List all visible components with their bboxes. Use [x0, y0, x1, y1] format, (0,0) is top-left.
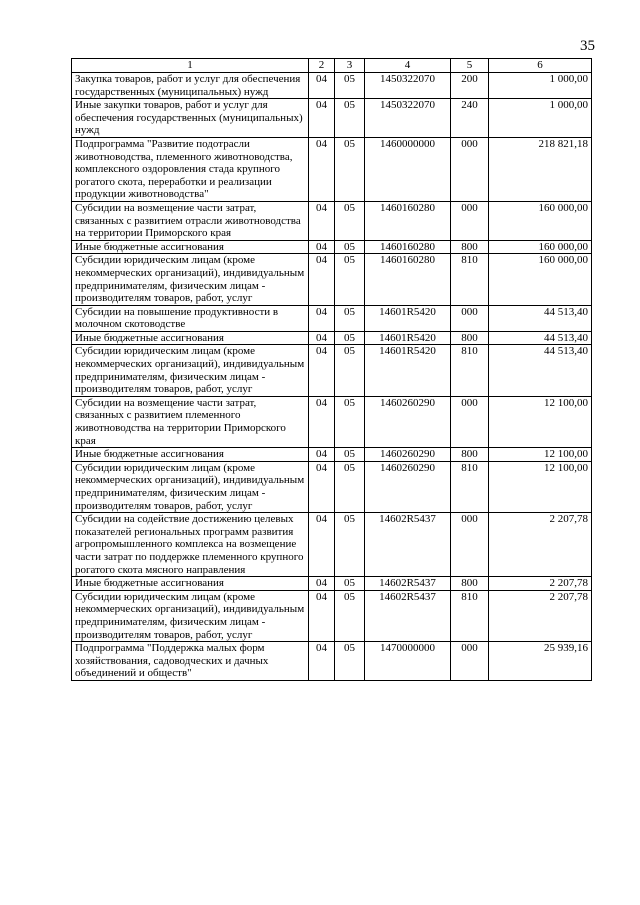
table-row [72, 99, 592, 138]
row-name-cell: Субсидии на возмещение части затрат, связанных с развитием отрасли животноводства на территории Приморского края [72, 201, 309, 240]
header-col-3: 3 [335, 59, 365, 73]
row-name-cell: Иные бюджетные ассигнования [72, 448, 309, 462]
row-target-article-cell: 1470000000 [365, 642, 451, 681]
row-amount-cell: 12 100,00 [489, 448, 592, 462]
table-row [72, 201, 592, 240]
row-section-cell: 04 [309, 240, 335, 254]
row-subsection-cell: 05 [335, 642, 365, 681]
row-subsection-cell: 05 [335, 201, 365, 240]
row-expense-type-cell: 240 [451, 99, 489, 138]
row-section-cell: 04 [309, 396, 335, 447]
row-expense-type-cell: 810 [451, 254, 489, 305]
row-name-cell: Субсидии юридическим лицам (кроме некоммерческих организаций), индивидуальным предпринимателям, физическим лицам - производителям товаров, работ, услуг [72, 345, 309, 396]
row-section-cell: 04 [309, 137, 335, 201]
row-name-cell: Иные закупки товаров, работ и услуг для обеспечения государственных (муниципальных) нужд [72, 99, 309, 138]
row-target-article-cell: 1460260290 [365, 448, 451, 462]
table-row [72, 137, 592, 201]
row-name-cell: Субсидии на возмещение части затрат, связанных с развитием племенного животноводства на территории Приморского края [72, 396, 309, 447]
row-target-article-cell: 1450322070 [365, 73, 451, 99]
row-target-article-cell: 1450322070 [365, 99, 451, 138]
row-expense-type-cell: 000 [451, 513, 489, 577]
row-subsection-cell: 05 [335, 513, 365, 577]
table-row [72, 448, 592, 462]
row-subsection-cell: 05 [335, 331, 365, 345]
row-section-cell: 04 [309, 577, 335, 591]
row-section-cell: 04 [309, 461, 335, 512]
row-expense-type-cell: 810 [451, 345, 489, 396]
row-name-cell: Подпрограмма "Поддержка малых форм хозяйствования, садоводческих и дачных объединений и обществ" [72, 642, 309, 681]
row-amount-cell: 2 207,78 [489, 577, 592, 591]
row-amount-cell: 160 000,00 [489, 240, 592, 254]
row-section-cell: 04 [309, 201, 335, 240]
table-row [72, 461, 592, 512]
table-row [72, 396, 592, 447]
row-amount-cell: 25 939,16 [489, 642, 592, 681]
table-row [72, 254, 592, 305]
row-amount-cell: 2 207,78 [489, 513, 592, 577]
table-row [72, 240, 592, 254]
row-target-article-cell: 14602R5437 [365, 577, 451, 591]
table-row [72, 73, 592, 99]
row-target-article-cell: 14601R5420 [365, 345, 451, 396]
row-name-cell: Закупка товаров, работ и услуг для обеспечения государственных (муниципальных) нужд [72, 73, 309, 99]
row-amount-cell: 44 513,40 [489, 331, 592, 345]
row-target-article-cell: 14601R5420 [365, 331, 451, 345]
row-expense-type-cell: 800 [451, 331, 489, 345]
row-expense-type-cell: 810 [451, 461, 489, 512]
row-amount-cell: 12 100,00 [489, 396, 592, 447]
row-amount-cell: 218 821,18 [489, 137, 592, 201]
row-subsection-cell: 05 [335, 254, 365, 305]
table-header-row [72, 59, 592, 73]
row-target-article-cell: 1460000000 [365, 137, 451, 201]
header-col-2: 2 [309, 59, 335, 73]
row-expense-type-cell: 800 [451, 577, 489, 591]
table-row [72, 590, 592, 641]
row-target-article-cell: 1460260290 [365, 396, 451, 447]
header-col-6: 6 [489, 59, 592, 73]
row-target-article-cell: 1460260290 [365, 461, 451, 512]
row-expense-type-cell: 000 [451, 642, 489, 681]
row-name-cell: Иные бюджетные ассигнования [72, 240, 309, 254]
row-section-cell: 04 [309, 448, 335, 462]
page-number: 35 [580, 38, 595, 54]
row-section-cell: 04 [309, 99, 335, 138]
row-amount-cell: 1 000,00 [489, 99, 592, 138]
table-row [72, 642, 592, 681]
budget-table [71, 58, 592, 681]
table-row [72, 305, 592, 331]
row-section-cell: 04 [309, 73, 335, 99]
row-section-cell: 04 [309, 254, 335, 305]
row-name-cell: Субсидии на повышение продуктивности в молочном скотоводстве [72, 305, 309, 331]
row-subsection-cell: 05 [335, 99, 365, 138]
row-section-cell: 04 [309, 513, 335, 577]
row-name-cell: Подпрограмма "Развитие подотрасли животноводства, племенного животноводства, комплексного оздоровления стада крупного рогатого скота, переработки и реализации продукции животноводства" [72, 137, 309, 201]
row-subsection-cell: 05 [335, 240, 365, 254]
table-row [72, 577, 592, 591]
row-name-cell: Субсидии на содействие достижению целевых показателей региональных программ развития агропромышленного комплекса на возмещение части затрат по поддержке племенного крупного рогатого скота мясного направления [72, 513, 309, 577]
row-expense-type-cell: 000 [451, 305, 489, 331]
row-target-article-cell: 1460160280 [365, 254, 451, 305]
row-expense-type-cell: 810 [451, 590, 489, 641]
row-amount-cell: 44 513,40 [489, 305, 592, 331]
row-subsection-cell: 05 [335, 137, 365, 201]
row-expense-type-cell: 000 [451, 201, 489, 240]
row-subsection-cell: 05 [335, 396, 365, 447]
row-amount-cell: 160 000,00 [489, 254, 592, 305]
row-amount-cell: 12 100,00 [489, 461, 592, 512]
row-amount-cell: 160 000,00 [489, 201, 592, 240]
row-subsection-cell: 05 [335, 461, 365, 512]
row-section-cell: 04 [309, 590, 335, 641]
row-target-article-cell: 14602R5437 [365, 590, 451, 641]
row-section-cell: 04 [309, 331, 335, 345]
header-col-4: 4 [365, 59, 451, 73]
row-target-article-cell: 14601R5420 [365, 305, 451, 331]
row-expense-type-cell: 000 [451, 396, 489, 447]
row-subsection-cell: 05 [335, 577, 365, 591]
row-expense-type-cell: 800 [451, 240, 489, 254]
row-name-cell: Субсидии юридическим лицам (кроме некоммерческих организаций), индивидуальным предпринимателям, физическим лицам - производителям товаров, работ, услуг [72, 254, 309, 305]
row-target-article-cell: 14602R5437 [365, 513, 451, 577]
row-expense-type-cell: 000 [451, 137, 489, 201]
row-subsection-cell: 05 [335, 448, 365, 462]
row-section-cell: 04 [309, 345, 335, 396]
row-amount-cell: 2 207,78 [489, 590, 592, 641]
header-col-1: 1 [72, 59, 309, 73]
table-row [72, 331, 592, 345]
row-subsection-cell: 05 [335, 590, 365, 641]
row-amount-cell: 44 513,40 [489, 345, 592, 396]
row-subsection-cell: 05 [335, 305, 365, 331]
row-subsection-cell: 05 [335, 73, 365, 99]
row-subsection-cell: 05 [335, 345, 365, 396]
row-section-cell: 04 [309, 642, 335, 681]
row-expense-type-cell: 200 [451, 73, 489, 99]
table-row [72, 345, 592, 396]
header-col-5: 5 [451, 59, 489, 73]
row-name-cell: Иные бюджетные ассигнования [72, 331, 309, 345]
row-expense-type-cell: 800 [451, 448, 489, 462]
row-name-cell: Субсидии юридическим лицам (кроме некоммерческих организаций), индивидуальным предпринимателям, физическим лицам - производителям товаров, работ, услуг [72, 590, 309, 641]
table-row [72, 513, 592, 577]
row-target-article-cell: 1460160280 [365, 240, 451, 254]
row-section-cell: 04 [309, 305, 335, 331]
row-target-article-cell: 1460160280 [365, 201, 451, 240]
row-name-cell: Иные бюджетные ассигнования [72, 577, 309, 591]
row-amount-cell: 1 000,00 [489, 73, 592, 99]
row-name-cell: Субсидии юридическим лицам (кроме некоммерческих организаций), индивидуальным предпринимателям, физическим лицам - производителям товаров, работ, услуг [72, 461, 309, 512]
